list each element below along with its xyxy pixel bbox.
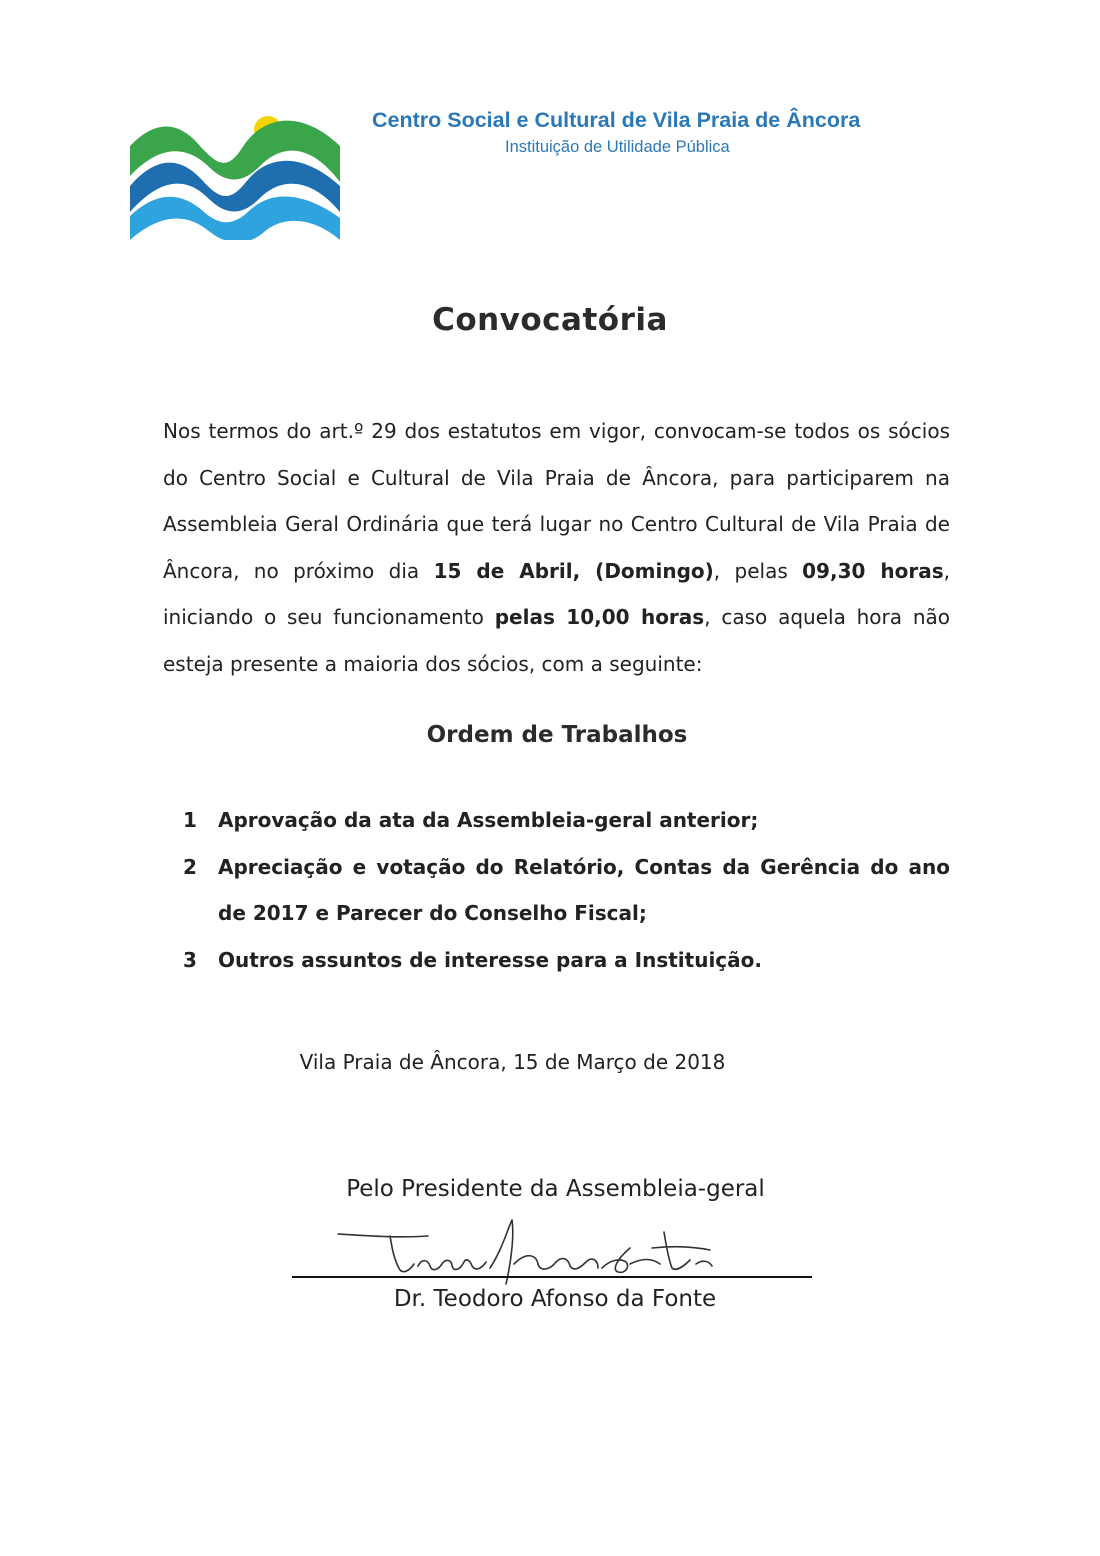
paragraph-text-4: , caso aquela hora não esteja presente a maioria dos sócios, com a seguinte: — [163, 605, 950, 676]
handwritten-signature-icon — [330, 1214, 750, 1294]
agenda-item-text: Aprovação da ata da Assembleia-geral anterior; — [218, 808, 759, 832]
signatory-role: Pelo Presidente da Assembleia-geral — [346, 1176, 765, 1202]
paragraph-text-2: , pelas — [713, 558, 803, 583]
agenda-title: Ordem de Trabalhos — [426, 722, 688, 748]
agenda-item-text: Apreciação e votação do Relatório, Contas da Gerência do ano de 2017 e Parecer do Conselho Fiscal; — [218, 854, 950, 925]
agenda-item — [183, 937, 950, 984]
organization-name: Centro Social e Cultural de Vila Praia de Âncora — [372, 108, 861, 132]
first-call-time: 09,30 horas — [802, 558, 944, 583]
paragraph-text-1: Nos termos do art.º 29 dos estatutos em vigor, convocam-se todos os sócios do Centro Social e Cultural de Vila Praia de Âncora, para participarem na Assembleia Geral Ordinária que terá lugar no Centro Cultural de Vila Praia de Âncora, no próximo dia — [163, 419, 950, 583]
place-and-date: Vila Praia de Âncora, 15 de Março de 2018 — [299, 1050, 726, 1074]
agenda-item — [183, 844, 950, 937]
agenda-list — [183, 797, 950, 983]
second-call-time: pelas 10,00 horas — [494, 605, 705, 629]
organization-subtitle: Instituição de Utilidade Pública — [505, 138, 730, 156]
paragraph-text-3: , iniciando o seu funcionamento — [163, 558, 950, 629]
agenda-item-number: 2 — [183, 854, 197, 879]
meeting-date: 15 de Abril, (Domingo) — [433, 558, 714, 583]
convocation-paragraph — [163, 408, 950, 687]
document-title: Convocatória — [432, 302, 668, 338]
waves-and-sun-logo-icon — [130, 108, 340, 240]
agenda-item-number: 1 — [183, 808, 197, 832]
signatory-name: Dr. Teodoro Afonso da Fonte — [393, 1286, 717, 1312]
agenda-item-text: Outros assuntos de interesse para a Instituição. — [218, 947, 762, 972]
agenda-item — [183, 797, 950, 844]
signature-line — [292, 1276, 812, 1278]
agenda-item-number: 3 — [183, 947, 197, 972]
